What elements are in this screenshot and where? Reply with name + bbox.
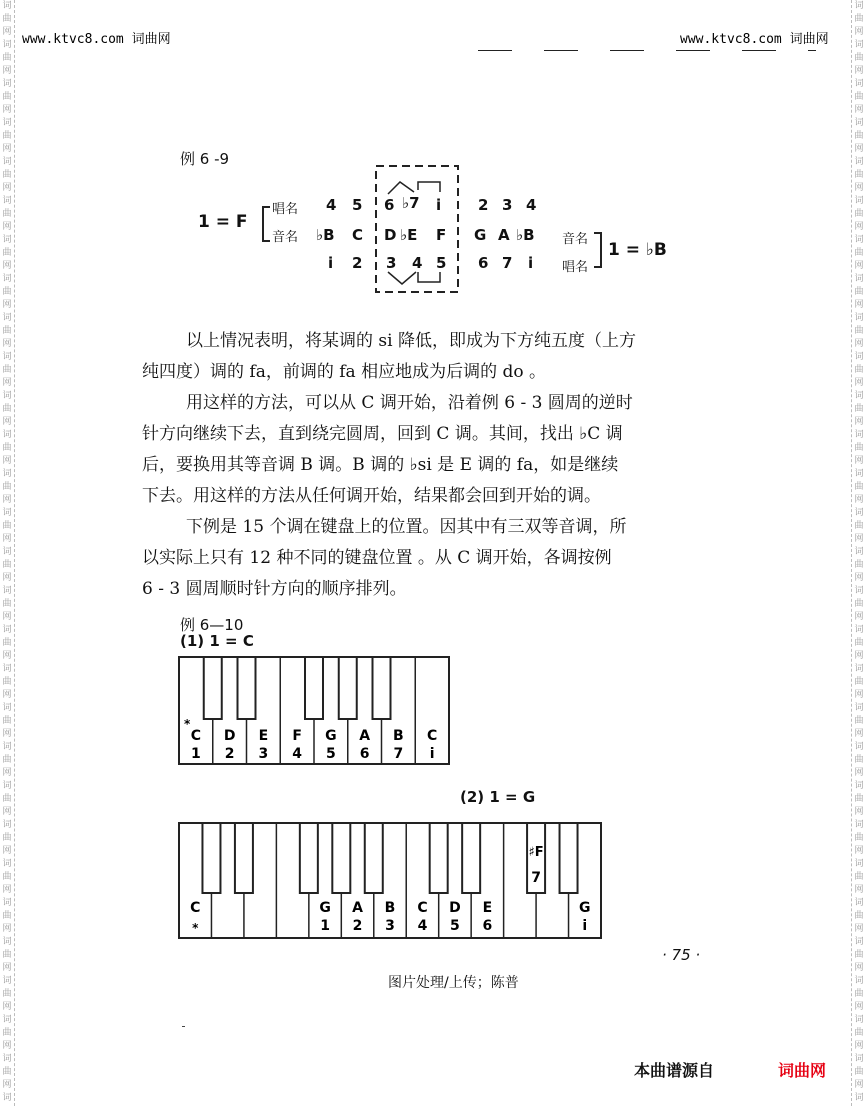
watermark-char: 词: [2, 313, 12, 323]
black-key: [332, 823, 350, 893]
key-note-name: B: [384, 900, 396, 916]
watermark-char: 网: [854, 807, 864, 817]
watermark-char: 词: [854, 547, 864, 557]
watermark-char: 词: [2, 625, 12, 635]
watermark-char: 词: [854, 274, 864, 284]
key-note-name: A: [359, 728, 371, 744]
page-number: · 75 ·: [662, 946, 701, 964]
tonic-marker: *: [192, 921, 199, 935]
left-key-signature: 1 = F: [198, 212, 248, 232]
solfege-note: 2: [478, 196, 489, 214]
pitch-name: ♭E: [400, 226, 418, 244]
watermark-char: 曲: [854, 638, 864, 648]
watermark-char: 曲: [2, 287, 12, 297]
watermark-char: 曲: [854, 404, 864, 414]
paragraph-line: 用这样的方法，可以从 C 调开始，沿着例 6 - 3 圆周的逆时: [186, 393, 633, 413]
watermark-char: 词: [854, 781, 864, 791]
watermark-char: 网: [2, 690, 12, 700]
watermark-char: 网: [2, 300, 12, 310]
key-note-name: F: [292, 728, 302, 744]
watermark-char: 网: [2, 612, 12, 622]
watermark-char: 词: [2, 976, 12, 986]
watermark-char: 词: [854, 1093, 864, 1103]
header-rule: [478, 50, 512, 51]
watermark-char: 曲: [854, 287, 864, 297]
solfege-note-lower: 5: [436, 254, 447, 272]
watermark-char: 网: [854, 1002, 864, 1012]
example-label: 例 6 -9: [180, 150, 230, 168]
watermark-char: 词: [2, 820, 12, 830]
watermark-char: 网: [854, 1041, 864, 1051]
watermark-char: 曲: [2, 443, 12, 453]
black-key: [300, 823, 318, 893]
watermark-char: 网: [2, 885, 12, 895]
key-note-name: D: [223, 728, 236, 744]
watermark-char: 网: [854, 183, 864, 193]
watermark-char: 网: [2, 378, 12, 388]
key-scale-degree: 4: [292, 746, 302, 762]
watermark-char: 词: [854, 625, 864, 635]
watermark-char: 词: [2, 157, 12, 167]
watermark-char: 曲: [854, 716, 864, 726]
key-scale-degree: 5: [326, 746, 336, 762]
watermark-char: 词: [2, 898, 12, 908]
watermark-char: 曲: [2, 365, 12, 375]
watermark-char: 网: [854, 456, 864, 466]
watermark-char: 网: [854, 261, 864, 271]
key-note-name: ♯F: [528, 845, 544, 860]
watermark-char: 曲: [2, 638, 12, 648]
watermark-char: 曲: [854, 560, 864, 570]
paragraph-line: 下例是 15 个调在键盘上的位置。因其中有三双等音调，所: [186, 517, 627, 537]
pitch-name: C: [352, 226, 364, 244]
watermark-char: 网: [854, 417, 864, 427]
key-scale-degree: 6: [482, 918, 493, 934]
solfege-note: i: [436, 196, 442, 214]
paragraph-line: 下去。用这样的方法从任何调开始，结果都会回到开始的调。: [142, 486, 601, 506]
black-key: [560, 823, 578, 893]
watermark-char: 词: [2, 196, 12, 206]
watermark-char: 网: [2, 417, 12, 427]
key-scale-degree: 2: [224, 746, 235, 762]
key-scale-degree: 7: [531, 870, 541, 886]
watermark-char: 网: [2, 456, 12, 466]
watermark-char: 曲: [2, 677, 12, 687]
watermark-char: 曲: [854, 92, 864, 102]
body-paragraph: [142, 512, 742, 605]
watermark-char: 词: [854, 1054, 864, 1064]
paragraph-line: 针方向继续下去，直到绕完圆周，回到 C 调。其间，找出 ♭C 调: [142, 424, 623, 444]
watermark-char: 曲: [2, 53, 12, 63]
watermark-char: 曲: [854, 365, 864, 375]
watermark-char: 曲: [854, 482, 864, 492]
pitch-name: ♭B: [516, 226, 535, 244]
watermark-char: 词: [2, 1093, 12, 1103]
watermark-char: 网: [854, 612, 864, 622]
watermark-char: 网: [2, 144, 12, 154]
watermark-char: 词: [2, 1054, 12, 1064]
key-note-name: E: [482, 900, 493, 916]
watermark-char: 网: [854, 768, 864, 778]
watermark-char: 曲: [854, 755, 864, 765]
watermark-char: 网: [2, 183, 12, 193]
black-key: [430, 823, 448, 893]
watermark-char: 词: [854, 1015, 864, 1025]
watermark-char: 曲: [2, 326, 12, 336]
right-watermark-strip: [851, 0, 866, 1106]
solfege-note-lower: 3: [386, 254, 397, 272]
watermark-char: 词: [854, 313, 864, 323]
watermark-char: 词: [854, 469, 864, 479]
pitch-name: A: [498, 226, 510, 244]
watermark-char: 网: [854, 144, 864, 154]
watermark-char: 词: [2, 703, 12, 713]
key-note-name: C: [417, 900, 428, 916]
watermark-char: 曲: [2, 755, 12, 765]
key-note-name: D: [449, 900, 461, 916]
watermark-char: 词: [2, 664, 12, 674]
row-label-solfege: 唱名: [272, 202, 299, 217]
watermark-char: 网: [2, 573, 12, 583]
watermark-char: 网: [2, 1002, 12, 1012]
pitch-name: G: [474, 226, 487, 244]
key-note-name: G: [325, 728, 337, 744]
keyboard-c-major: [178, 656, 450, 770]
right-key-signature: 1 = ♭B: [608, 240, 667, 260]
pitch-name: F: [436, 226, 447, 244]
watermark-char: 词: [854, 586, 864, 596]
solfege-note-lower: i: [328, 254, 334, 272]
watermark-char: 词: [2, 1, 12, 11]
watermark-char: 曲: [854, 1028, 864, 1038]
watermark-char: 网: [854, 378, 864, 388]
watermark-char: 网: [2, 27, 12, 37]
watermark-char: 曲: [2, 1067, 12, 1077]
stray-mark: [182, 1026, 185, 1027]
watermark-char: 词: [854, 898, 864, 908]
watermark-char: 曲: [854, 677, 864, 687]
watermark-char: 网: [854, 1080, 864, 1090]
key-note-name: G: [319, 900, 331, 916]
watermark-char: 曲: [854, 326, 864, 336]
watermark-char: 曲: [2, 92, 12, 102]
watermark-char: 网: [854, 924, 864, 934]
paragraph-line: 以实际上只有 12 种不同的键盘位置 。从 C 调开始，各调按例: [142, 548, 612, 568]
watermark-char: 词: [854, 235, 864, 245]
watermark-char: 曲: [2, 989, 12, 999]
watermark-char: 词: [854, 79, 864, 89]
watermark-char: 词: [2, 79, 12, 89]
watermark-char: 曲: [854, 443, 864, 453]
footer-source-site[interactable]: 词曲网: [778, 1061, 827, 1080]
watermark-char: 词: [2, 859, 12, 869]
key-note-name: C: [426, 728, 438, 744]
watermark-char: 曲: [854, 521, 864, 531]
watermark-char: 网: [2, 534, 12, 544]
paragraph-line: 纯四度）调的 fa，前调的 fa 相应地成为后调的 do 。: [142, 362, 546, 382]
watermark-char: 网: [2, 1080, 12, 1090]
watermark-char: 词: [2, 1015, 12, 1025]
watermark-char: 曲: [2, 911, 12, 921]
key-note-name: C: [190, 728, 202, 744]
black-key: [373, 657, 391, 719]
header-rule: [808, 50, 816, 51]
watermark-char: 词: [854, 703, 864, 713]
watermark-char: 网: [854, 300, 864, 310]
watermark-char: 曲: [854, 53, 864, 63]
watermark-char: 词: [2, 742, 12, 752]
watermark-char: 词: [2, 586, 12, 596]
watermark-char: 曲: [2, 833, 12, 843]
key-scale-degree: 7: [393, 746, 404, 762]
watermark-char: 曲: [2, 209, 12, 219]
watermark-char: 曲: [854, 794, 864, 804]
black-key: [204, 657, 222, 719]
right-label-pitch: 音名: [562, 232, 589, 247]
solfege-note-lower: 4: [412, 254, 423, 272]
watermark-char: 词: [2, 469, 12, 479]
watermark-char: 网: [2, 729, 12, 739]
watermark-char: 词: [854, 430, 864, 440]
watermark-char: 曲: [2, 1028, 12, 1038]
watermark-char: 网: [2, 768, 12, 778]
watermark-char: 词: [854, 664, 864, 674]
black-key: [365, 823, 383, 893]
left-watermark-strip: [0, 0, 15, 1106]
watermark-char: 词: [854, 196, 864, 206]
watermark-char: 曲: [2, 482, 12, 492]
solfege-note-lower: 7: [502, 254, 513, 272]
keyboard-g-major: [178, 822, 602, 944]
watermark-char: 曲: [854, 14, 864, 24]
watermark-char: 曲: [2, 521, 12, 531]
solfege-note-lower: i: [528, 254, 534, 272]
watermark-char: 词: [854, 157, 864, 167]
watermark-char: 曲: [2, 560, 12, 570]
black-key: [238, 657, 256, 719]
watermark-char: 网: [854, 495, 864, 505]
watermark-char: 曲: [2, 599, 12, 609]
watermark-char: 词: [854, 742, 864, 752]
key-scale-degree: 6: [359, 746, 370, 762]
left-bracket: [262, 206, 270, 242]
watermark-char: 网: [2, 846, 12, 856]
watermark-char: 词: [2, 508, 12, 518]
watermark-char: 曲: [2, 872, 12, 882]
key-scale-degree: 3: [385, 918, 395, 934]
watermark-char: 网: [2, 105, 12, 115]
watermark-char: 词: [854, 859, 864, 869]
footer-source-label: 本曲谱源自: [634, 1061, 715, 1080]
key-scale-degree: 4: [417, 918, 428, 934]
watermark-char: 网: [854, 66, 864, 76]
watermark-char: 曲: [2, 716, 12, 726]
keyboard-title: (1) 1 = C: [180, 632, 254, 650]
watermark-char: 曲: [854, 1067, 864, 1077]
solfege-note: ♭7: [402, 194, 420, 212]
watermark-char: 词: [854, 352, 864, 362]
watermark-char: 词: [854, 820, 864, 830]
watermark-char: 曲: [854, 872, 864, 882]
key-scale-degree: 5: [450, 918, 460, 934]
watermark-char: 词: [854, 40, 864, 50]
header-rule: [742, 50, 776, 51]
watermark-char: 网: [854, 690, 864, 700]
key-scale-degree: i: [582, 918, 588, 934]
watermark-char: 词: [2, 781, 12, 791]
key-scale-degree: i: [429, 746, 435, 762]
watermark-char: 曲: [2, 248, 12, 258]
watermark-char: 曲: [854, 599, 864, 609]
watermark-char: 词: [854, 118, 864, 128]
watermark-char: 网: [2, 963, 12, 973]
black-key: [235, 823, 253, 893]
upload-credit: 图片处理/上传；陈普: [388, 975, 519, 991]
header-site-left[interactable]: www.ktvc8.com 词曲网: [22, 32, 171, 47]
solfege-note: 5: [352, 196, 363, 214]
body-paragraph: [142, 388, 742, 512]
watermark-char: 网: [854, 729, 864, 739]
watermark-char: 词: [2, 118, 12, 128]
watermark-char: 词: [854, 937, 864, 947]
watermark-char: 曲: [854, 911, 864, 921]
watermark-char: 网: [2, 1041, 12, 1051]
right-label-solfege: 唱名: [562, 260, 589, 275]
solfege-note-lower: 2: [352, 254, 363, 272]
watermark-char: 网: [854, 885, 864, 895]
pitch-name: ♭B: [316, 226, 335, 244]
watermark-char: 网: [854, 339, 864, 349]
tonic-marker: *: [184, 717, 191, 731]
solfege-note: 4: [526, 196, 537, 214]
header-rule: [676, 50, 710, 51]
watermark-char: 网: [2, 495, 12, 505]
watermark-char: 网: [2, 261, 12, 271]
header-rule: [610, 50, 644, 51]
watermark-char: 网: [854, 651, 864, 661]
watermark-char: 曲: [854, 989, 864, 999]
watermark-char: 网: [854, 105, 864, 115]
watermark-char: 曲: [2, 404, 12, 414]
key-scale-degree: 1: [320, 918, 330, 934]
black-key: [202, 823, 220, 893]
key-note-name: B: [393, 728, 404, 744]
black-key: [462, 823, 480, 893]
solfege-note: 6: [384, 196, 395, 214]
watermark-char: 词: [854, 1, 864, 11]
key-note-name: G: [579, 900, 591, 916]
paragraph-line: 后，要换用其等音调 B 调。B 调的 ♭si 是 E 调的 fa，如是继续: [142, 455, 619, 475]
watermark-char: 词: [2, 274, 12, 284]
watermark-char: 词: [854, 391, 864, 401]
right-bracket: [594, 232, 602, 268]
watermark-char: 词: [2, 937, 12, 947]
watermark-char: 曲: [2, 950, 12, 960]
watermark-char: 词: [2, 235, 12, 245]
watermark-char: 曲: [2, 794, 12, 804]
watermark-char: 网: [854, 27, 864, 37]
watermark-char: 网: [2, 66, 12, 76]
paragraph-line: 6 - 3 圆周顺时针方向的顺序排列。: [142, 579, 407, 599]
paragraph-line: 以上情况表明，将某调的 si 降低，即成为下方纯五度（上方: [186, 331, 636, 351]
watermark-char: 网: [2, 924, 12, 934]
watermark-char: 词: [854, 508, 864, 518]
key-note-name: E: [258, 728, 269, 744]
watermark-char: 词: [2, 40, 12, 50]
watermark-char: 曲: [854, 170, 864, 180]
body-paragraph: [142, 326, 742, 388]
black-key: [305, 657, 323, 719]
pitch-name: D: [384, 226, 397, 244]
watermark-char: 网: [2, 339, 12, 349]
dashed-highlight-box: [370, 160, 465, 295]
watermark-char: 曲: [854, 950, 864, 960]
row-label-pitch: 音名: [272, 230, 299, 245]
watermark-char: 曲: [854, 131, 864, 141]
solfege-note: 3: [502, 196, 513, 214]
watermark-char: 词: [2, 547, 12, 557]
watermark-char: 网: [854, 222, 864, 232]
watermark-char: 曲: [854, 209, 864, 219]
watermark-char: 网: [854, 534, 864, 544]
watermark-char: 网: [854, 846, 864, 856]
watermark-char: 网: [2, 807, 12, 817]
watermark-char: 词: [2, 391, 12, 401]
watermark-char: 网: [2, 222, 12, 232]
watermark-char: 曲: [2, 170, 12, 180]
example-label: 例 6—10: [180, 616, 244, 634]
watermark-char: 词: [2, 430, 12, 440]
header-rule: [544, 50, 578, 51]
keyboard-title: (2) 1 = G: [460, 788, 536, 806]
watermark-char: 网: [2, 651, 12, 661]
watermark-char: 曲: [854, 833, 864, 843]
watermark-char: 曲: [854, 248, 864, 258]
key-scale-degree: 3: [258, 746, 269, 762]
black-key: [339, 657, 357, 719]
key-scale-degree: 1: [191, 746, 201, 762]
header-site-right[interactable]: www.ktvc8.com 词曲网: [680, 32, 829, 47]
solfege-note-lower: 6: [478, 254, 489, 272]
watermark-char: 词: [854, 976, 864, 986]
watermark-char: 网: [854, 963, 864, 973]
key-note-name: C: [190, 900, 201, 916]
key-scale-degree: 2: [352, 918, 363, 934]
key-note-name: A: [352, 900, 363, 916]
watermark-char: 网: [854, 573, 864, 583]
solfege-note: 4: [326, 196, 337, 214]
watermark-char: 词: [2, 352, 12, 362]
watermark-char: 曲: [2, 14, 12, 24]
watermark-char: 曲: [2, 131, 12, 141]
